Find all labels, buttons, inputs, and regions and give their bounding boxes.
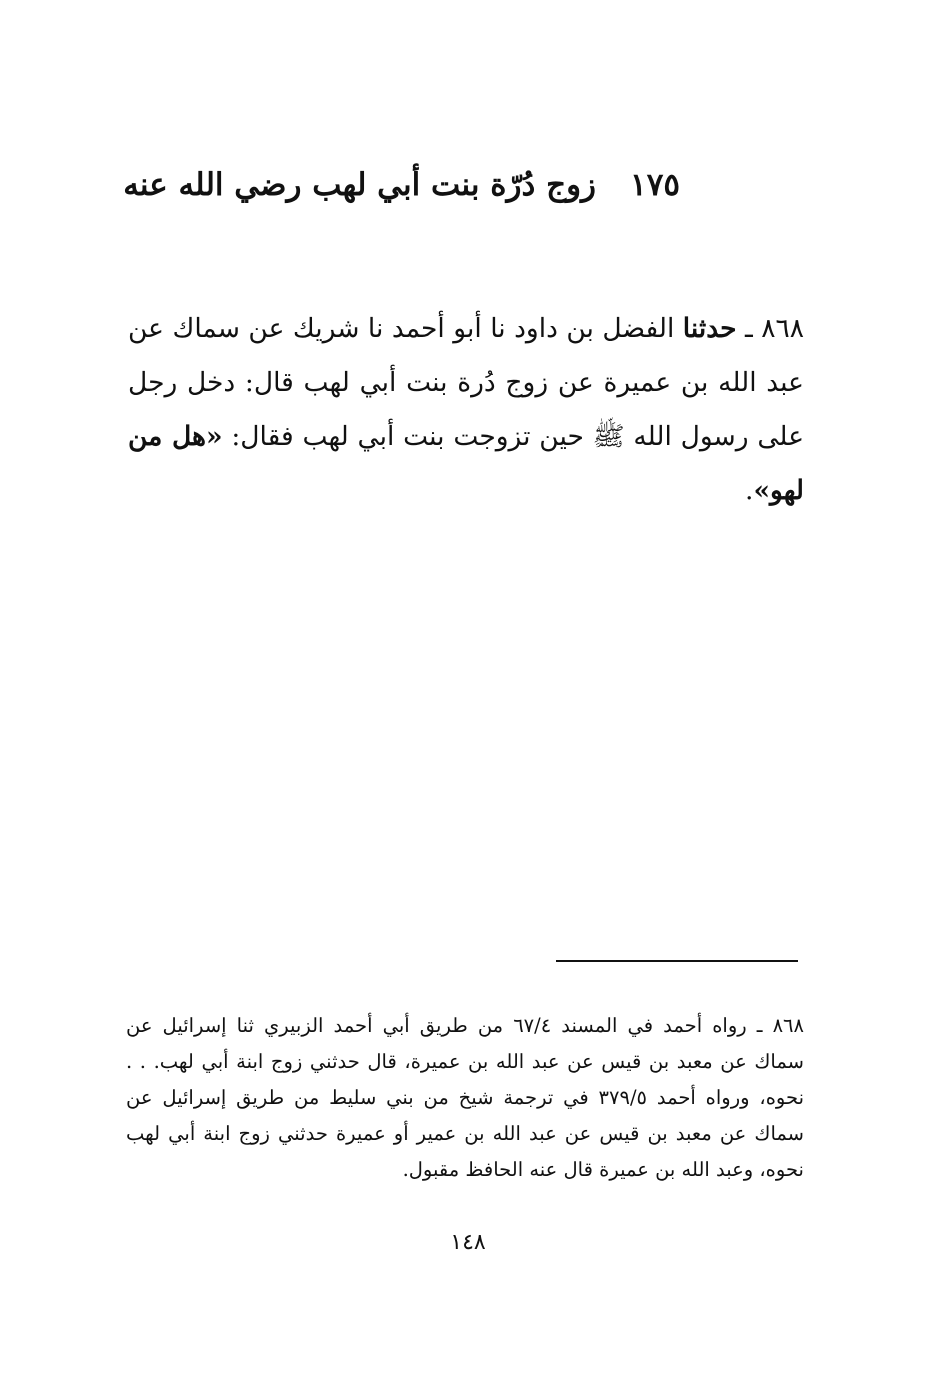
page-number: ١٤٨ — [450, 1230, 486, 1255]
hadith-quote: «هل من لهو» — [128, 421, 804, 506]
footnote — [126, 1008, 804, 1188]
hadith-opening-word: حدثنا — [682, 313, 737, 344]
hadith-number: ٨٦٨ — [761, 313, 804, 344]
footnote-separator: ـ — [746, 1014, 773, 1037]
footnote-separator-line — [556, 960, 798, 962]
footnote-text: رواه أحمد في المسند ٦٧/٤ من طريق أبي أحمد الزبيري ثنا إسرائيل عن سماك عن معبد بن قيس عن عبد الله بن عميرة، قال حدثني زوج ابنة أبي لهب. . . نحوه، ورواه أحمد ٣٧٩/٥ في ترجمة شيخ من بني سليط من طريق إسرائيل عن سماك عن معبد بن قيس عن عبد الله بن عمير أو عميرة حدثني زوج ابنة أبي لهب نحوه، وعبد الله بن عميرة قال عنه الحافظ مقبول. — [126, 1014, 804, 1181]
hadith-closing: . — [745, 475, 754, 506]
hadith-paragraph — [128, 302, 804, 518]
chapter-title: زوج دُرّة بنت أبي لهب رضي الله عنه — [123, 167, 597, 203]
chapter-number: ١٧٥ — [630, 167, 680, 203]
footnote-number: ٨٦٨ — [772, 1014, 804, 1037]
hadith-separator: ـ — [736, 313, 762, 344]
hadith-text: الفضل بن داود نا أبو أحمد نا شريك عن سماك عن عبد الله بن عميرة عن زوج دُرة بنت أبي لهب قال: دخل رجل على رسول الله ﷺ حين تزوجت بنت أبي لهب فقال: — [128, 313, 805, 452]
chapter-heading — [123, 160, 680, 210]
